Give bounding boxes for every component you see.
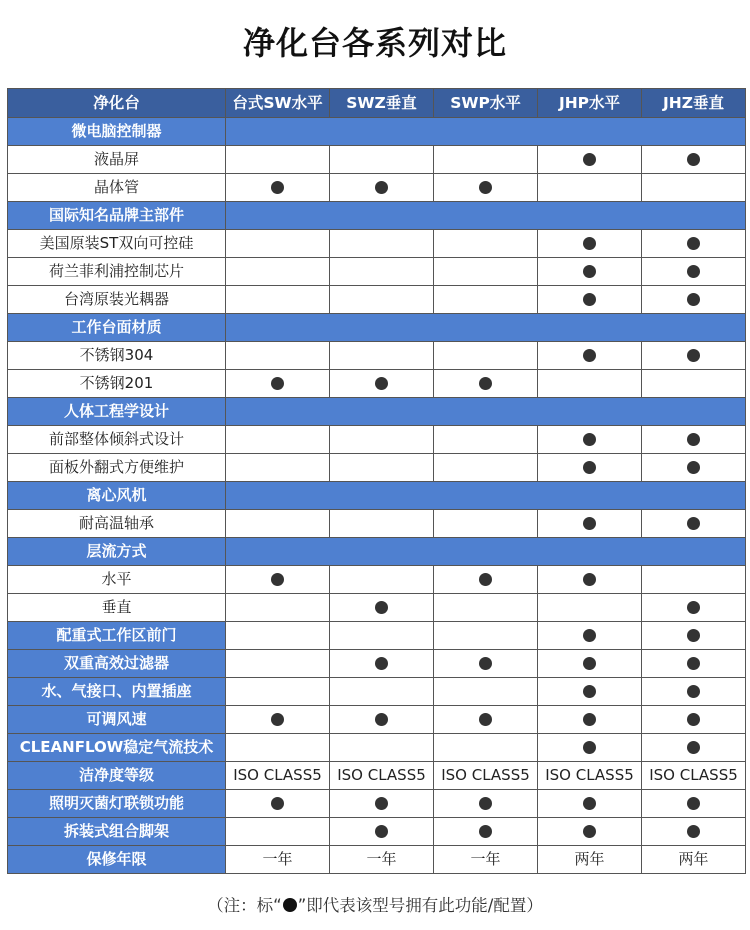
feature-label: 前部整体倾斜式设计 <box>8 426 226 454</box>
feature-row <box>8 790 746 818</box>
value-cell <box>434 762 538 790</box>
feature-cell <box>226 706 330 734</box>
feature-cell <box>642 678 746 706</box>
feature-row <box>8 706 746 734</box>
feature-row <box>8 230 746 258</box>
feature-cell <box>642 790 746 818</box>
feature-cell <box>642 342 746 370</box>
category-fill <box>226 398 746 426</box>
column-header: SWZ垂直 <box>330 89 434 118</box>
empty-cell <box>226 230 330 258</box>
filled-circle-icon <box>687 265 700 278</box>
empty-cell <box>226 650 330 678</box>
feature-cell <box>538 818 642 846</box>
filled-circle-icon <box>687 657 700 670</box>
feature-row <box>8 650 746 678</box>
empty-cell <box>226 594 330 622</box>
cell-value: ISO CLASS5 <box>233 766 322 784</box>
filled-circle-icon <box>583 629 596 642</box>
filled-circle-icon <box>687 433 700 446</box>
feature-row <box>8 762 746 790</box>
empty-cell <box>642 174 746 202</box>
feature-row <box>8 258 746 286</box>
feature-row <box>8 594 746 622</box>
feature-cell <box>330 818 434 846</box>
feature-label: 配重式工作区前门 <box>8 622 226 650</box>
feature-label: 液晶屏 <box>8 146 226 174</box>
feature-row <box>8 146 746 174</box>
empty-cell <box>434 454 538 482</box>
filled-circle-icon <box>583 657 596 670</box>
cell-value: ISO CLASS5 <box>545 766 634 784</box>
empty-cell <box>434 734 538 762</box>
filled-circle-icon <box>375 825 388 838</box>
category-label: 层流方式 <box>8 538 226 566</box>
value-cell <box>642 846 746 874</box>
value-cell <box>330 762 434 790</box>
feature-label: 不锈钢304 <box>8 342 226 370</box>
page-title: 净化台各系列对比 <box>242 24 507 62</box>
filled-circle-icon <box>479 825 492 838</box>
category-row <box>8 314 746 342</box>
feature-cell <box>538 790 642 818</box>
feature-cell <box>330 706 434 734</box>
empty-cell <box>434 258 538 286</box>
filled-circle-icon <box>687 825 700 838</box>
feature-cell <box>538 146 642 174</box>
feature-row <box>8 454 746 482</box>
cell-value: ISO CLASS5 <box>649 766 738 784</box>
feature-label: 可调风速 <box>8 706 226 734</box>
feature-label: 保修年限 <box>8 846 226 874</box>
feature-cell <box>642 258 746 286</box>
feature-label: 双重高效过滤器 <box>8 650 226 678</box>
footnote-text-after: ”即代表该型号拥有此功能/配置） <box>297 896 543 915</box>
feature-cell <box>434 566 538 594</box>
cell-value: ISO CLASS5 <box>441 766 530 784</box>
feature-row <box>8 426 746 454</box>
filled-circle-icon <box>479 181 492 194</box>
filled-circle-icon <box>375 181 388 194</box>
feature-cell <box>434 370 538 398</box>
feature-label: 洁净度等级 <box>8 762 226 790</box>
feature-label: 耐高温轴承 <box>8 510 226 538</box>
column-header: JHZ垂直 <box>642 89 746 118</box>
empty-cell <box>434 146 538 174</box>
filled-circle-icon <box>375 657 388 670</box>
value-cell <box>226 846 330 874</box>
footnote-text-before: （注：标“ <box>207 896 282 915</box>
feature-cell <box>538 678 642 706</box>
category-label: 国际知名品牌主部件 <box>8 202 226 230</box>
feature-cell <box>538 426 642 454</box>
filled-circle-icon <box>687 349 700 362</box>
value-cell <box>434 846 538 874</box>
feature-row <box>8 622 746 650</box>
filled-circle-icon <box>375 797 388 810</box>
feature-cell <box>538 342 642 370</box>
filled-circle-icon <box>583 741 596 754</box>
filled-circle-icon <box>583 153 596 166</box>
filled-circle-icon <box>479 573 492 586</box>
feature-cell <box>538 286 642 314</box>
feature-cell <box>642 622 746 650</box>
feature-cell <box>642 706 746 734</box>
value-cell <box>330 846 434 874</box>
empty-cell <box>330 258 434 286</box>
feature-cell <box>642 230 746 258</box>
empty-cell <box>226 678 330 706</box>
empty-cell <box>226 818 330 846</box>
filled-circle-icon <box>583 237 596 250</box>
empty-cell <box>226 342 330 370</box>
table-body <box>8 118 746 874</box>
feature-cell <box>538 650 642 678</box>
empty-cell <box>226 510 330 538</box>
feature-label: 照明灭菌灯联锁功能 <box>8 790 226 818</box>
value-cell <box>226 762 330 790</box>
category-row <box>8 398 746 426</box>
feature-row <box>8 510 746 538</box>
feature-row <box>8 566 746 594</box>
feature-cell <box>330 650 434 678</box>
filled-circle-icon <box>687 685 700 698</box>
empty-cell <box>330 510 434 538</box>
feature-cell <box>642 510 746 538</box>
feature-cell <box>538 454 642 482</box>
feature-row <box>8 734 746 762</box>
feature-label: 面板外翻式方便维护 <box>8 454 226 482</box>
filled-circle-icon <box>687 713 700 726</box>
feature-cell <box>642 286 746 314</box>
empty-cell <box>642 370 746 398</box>
footnote <box>0 892 750 916</box>
filled-circle-icon <box>583 433 596 446</box>
filled-circle-icon <box>583 517 596 530</box>
filled-circle-icon <box>583 573 596 586</box>
header-row <box>8 89 746 118</box>
empty-cell <box>434 622 538 650</box>
empty-cell <box>226 258 330 286</box>
empty-cell <box>538 174 642 202</box>
category-row <box>8 482 746 510</box>
empty-cell <box>226 734 330 762</box>
feature-label: 荷兰菲利浦控制芯片 <box>8 258 226 286</box>
category-fill <box>226 202 746 230</box>
filled-circle-icon <box>687 741 700 754</box>
feature-row <box>8 678 746 706</box>
empty-cell <box>434 342 538 370</box>
filled-circle-icon <box>687 461 700 474</box>
empty-cell <box>226 426 330 454</box>
feature-row <box>8 174 746 202</box>
filled-circle-icon <box>687 293 700 306</box>
empty-cell <box>330 454 434 482</box>
feature-label: 不锈钢201 <box>8 370 226 398</box>
feature-cell <box>226 566 330 594</box>
feature-cell <box>538 734 642 762</box>
feature-cell <box>642 594 746 622</box>
filled-circle-icon <box>479 657 492 670</box>
value-cell <box>642 762 746 790</box>
empty-cell <box>226 286 330 314</box>
feature-cell <box>642 650 746 678</box>
feature-cell <box>538 258 642 286</box>
filled-circle-icon <box>375 377 388 390</box>
filled-circle-icon <box>271 181 284 194</box>
filled-circle-icon <box>375 601 388 614</box>
empty-cell <box>330 566 434 594</box>
cell-value: 两年 <box>574 850 605 868</box>
category-row <box>8 538 746 566</box>
category-label: 人体工程学设计 <box>8 398 226 426</box>
feature-cell <box>538 566 642 594</box>
filled-circle-icon <box>271 797 284 810</box>
column-header: SWP水平 <box>434 89 538 118</box>
empty-cell <box>538 594 642 622</box>
empty-cell <box>434 286 538 314</box>
cell-value: 一年 <box>262 850 293 868</box>
cell-value: 两年 <box>678 850 709 868</box>
feature-cell <box>642 818 746 846</box>
filled-circle-icon <box>283 898 297 912</box>
empty-cell <box>226 622 330 650</box>
feature-row <box>8 370 746 398</box>
feature-cell <box>226 370 330 398</box>
category-row <box>8 118 746 146</box>
filled-circle-icon <box>583 713 596 726</box>
empty-cell <box>434 426 538 454</box>
column-header: 净化台 <box>8 89 226 118</box>
feature-cell <box>434 818 538 846</box>
filled-circle-icon <box>583 293 596 306</box>
category-label: 离心风机 <box>8 482 226 510</box>
feature-label: 水平 <box>8 566 226 594</box>
filled-circle-icon <box>687 629 700 642</box>
filled-circle-icon <box>271 573 284 586</box>
empty-cell <box>434 594 538 622</box>
category-label: 微电脑控制器 <box>8 118 226 146</box>
feature-row <box>8 342 746 370</box>
empty-cell <box>330 230 434 258</box>
filled-circle-icon <box>271 377 284 390</box>
empty-cell <box>434 678 538 706</box>
cell-value: 一年 <box>366 850 397 868</box>
empty-cell <box>434 510 538 538</box>
feature-row <box>8 286 746 314</box>
column-header: JHP水平 <box>538 89 642 118</box>
empty-cell <box>330 678 434 706</box>
filled-circle-icon <box>583 349 596 362</box>
empty-cell <box>434 230 538 258</box>
feature-cell <box>330 370 434 398</box>
feature-label: 水、气接口、内置插座 <box>8 678 226 706</box>
category-row <box>8 202 746 230</box>
filled-circle-icon <box>479 377 492 390</box>
feature-cell <box>642 454 746 482</box>
filled-circle-icon <box>583 685 596 698</box>
empty-cell <box>538 370 642 398</box>
feature-cell <box>642 426 746 454</box>
feature-cell <box>330 594 434 622</box>
feature-row <box>8 846 746 874</box>
feature-cell <box>538 706 642 734</box>
filled-circle-icon <box>687 517 700 530</box>
filled-circle-icon <box>375 713 388 726</box>
empty-cell <box>226 146 330 174</box>
category-label: 工作台面材质 <box>8 314 226 342</box>
feature-cell <box>538 622 642 650</box>
empty-cell <box>330 342 434 370</box>
category-fill <box>226 482 746 510</box>
feature-label: 美国原装ST双向可控硅 <box>8 230 226 258</box>
filled-circle-icon <box>271 713 284 726</box>
feature-label: 台湾原装光耦器 <box>8 286 226 314</box>
feature-cell <box>226 174 330 202</box>
value-cell <box>538 762 642 790</box>
feature-cell <box>330 174 434 202</box>
filled-circle-icon <box>583 461 596 474</box>
empty-cell <box>226 454 330 482</box>
feature-cell <box>434 706 538 734</box>
category-fill <box>226 314 746 342</box>
value-cell <box>538 846 642 874</box>
empty-cell <box>330 426 434 454</box>
filled-circle-icon <box>583 825 596 838</box>
empty-cell <box>330 622 434 650</box>
filled-circle-icon <box>687 797 700 810</box>
feature-label: 晶体管 <box>8 174 226 202</box>
feature-label: 拆装式组合脚架 <box>8 818 226 846</box>
feature-cell <box>642 146 746 174</box>
feature-row <box>8 818 746 846</box>
feature-cell <box>538 230 642 258</box>
filled-circle-icon <box>687 601 700 614</box>
empty-cell <box>330 734 434 762</box>
filled-circle-icon <box>687 237 700 250</box>
filled-circle-icon <box>583 797 596 810</box>
column-header: 台式SW水平 <box>226 89 330 118</box>
feature-cell <box>538 510 642 538</box>
empty-cell <box>330 286 434 314</box>
empty-cell <box>330 146 434 174</box>
feature-cell <box>330 790 434 818</box>
feature-cell <box>434 650 538 678</box>
feature-label: 垂直 <box>8 594 226 622</box>
filled-circle-icon <box>479 713 492 726</box>
cell-value: 一年 <box>470 850 501 868</box>
feature-cell <box>434 174 538 202</box>
filled-circle-icon <box>583 265 596 278</box>
filled-circle-icon <box>687 153 700 166</box>
category-fill <box>226 118 746 146</box>
feature-label: CLEANFLOW稳定气流技术 <box>8 734 226 762</box>
filled-circle-icon <box>479 797 492 810</box>
category-fill <box>226 538 746 566</box>
empty-cell <box>642 566 746 594</box>
cell-value: ISO CLASS5 <box>337 766 426 784</box>
feature-cell <box>434 790 538 818</box>
comparison-table <box>7 88 746 874</box>
feature-cell <box>642 734 746 762</box>
feature-cell <box>226 790 330 818</box>
